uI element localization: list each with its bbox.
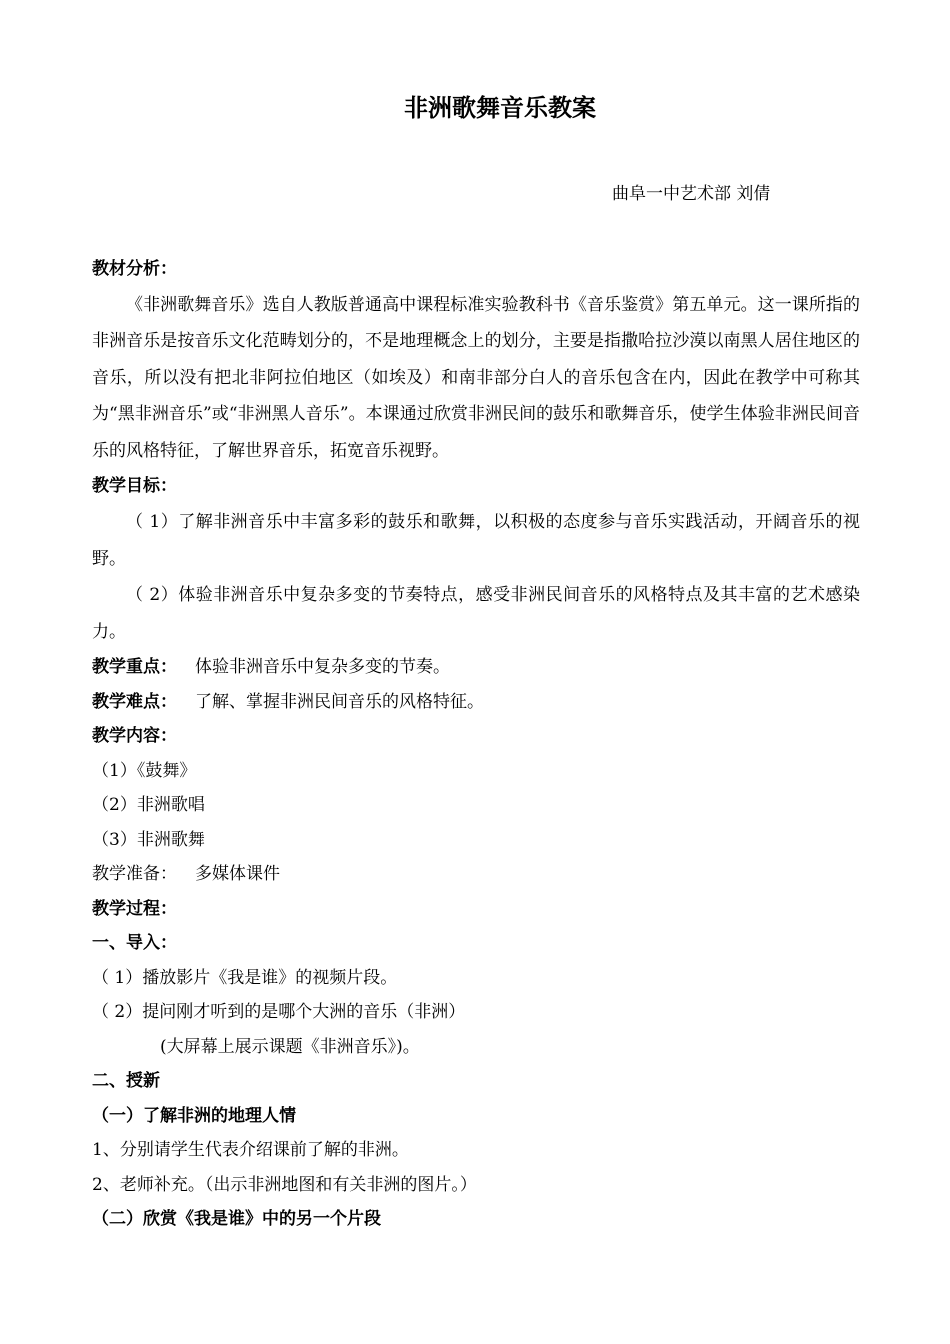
prep-text: 多媒体课件 (195, 864, 280, 885)
subsection-2-heading: （二）欣赏《我是谁》中的另一个片段 (92, 1209, 381, 1230)
author-line: 曲阜一中艺术部 刘倩 (612, 184, 771, 204)
intro-item-1: （ 1）播放影片《我是谁》的视频片段。 (92, 967, 398, 988)
subsection-1-heading: （一）了解非洲的地理人情 (92, 1105, 296, 1126)
key-point-text: 体验非洲音乐中复杂多变的节奏。 (195, 657, 450, 678)
page-title: 非洲歌舞音乐教案 (404, 94, 596, 122)
prep-row (92, 857, 860, 892)
goal-item-1: （ 1）了解非洲音乐中丰富多彩的鼓乐和歌舞，以积极的态度参与音乐实践活动，开阔音乐的视野。 (92, 511, 860, 569)
analysis-heading: 教材分析： (92, 259, 177, 279)
difficulty-label: 教学难点： (92, 691, 177, 712)
key-point-label: 教学重点： (92, 657, 177, 678)
process-heading: 教学过程： (92, 898, 177, 919)
goals-heading: 教学目标： (92, 476, 177, 497)
prep-label: 教学准备： (92, 864, 177, 885)
subsection-1-item-2: 2、老师补充。（出示非洲地图和有关非洲的图片。） (92, 1174, 477, 1195)
difficulty-row (92, 685, 860, 720)
intro-item-2: （ 2）提问刚才听到的是哪个大洲的音乐（非洲） (92, 1002, 466, 1023)
new-lesson-heading: 二、授新 (92, 1071, 160, 1092)
goal-item-2: （ 2）体验非洲音乐中复杂多变的节奏特点，感受非洲民间音乐的风格特点及其丰富的艺术感染力。 (92, 585, 860, 642)
difficulty-text: 了解、掌握非洲民间音乐的风格特征。 (195, 691, 484, 712)
subsection-1-item-1: 1、分别请学生代表介绍课前了解的非洲。 (92, 1140, 409, 1161)
content-item-2: （2）非洲歌唱 (92, 795, 205, 816)
intro-heading: 一、导入： (92, 933, 177, 954)
document-body (92, 252, 860, 1237)
analysis-paragraph: 《非洲歌舞音乐》选自人教版普通高中课程标准实验教科书《音乐鉴赏》第五单元。这一课所指的非洲音乐是按音乐文化范畴划分的，不是地理概念上的划分，主要是指撒哈拉沙漠以南黑人居住地区的音乐，所以没有把北非阿拉伯地区（如埃及）和南非部分白人的音乐包含在内，因此在教学中可称其为“黑非洲音乐”或“非洲黑人音乐”。本课通过欣赏非洲民间的鼓乐和歌舞音乐，使学生体验非洲民间音乐的风格特征，了解世界音乐，拓宽音乐视野。 (92, 294, 860, 461)
key-point-row (92, 650, 860, 685)
content-item-1: （1）《鼓舞》 (92, 760, 197, 781)
content-heading: 教学内容： (92, 726, 177, 747)
content-item-3: （3）非洲歌舞 (92, 829, 205, 850)
intro-item-3: (大屏幕上展示课题《非洲音乐》)。 (160, 1036, 420, 1057)
